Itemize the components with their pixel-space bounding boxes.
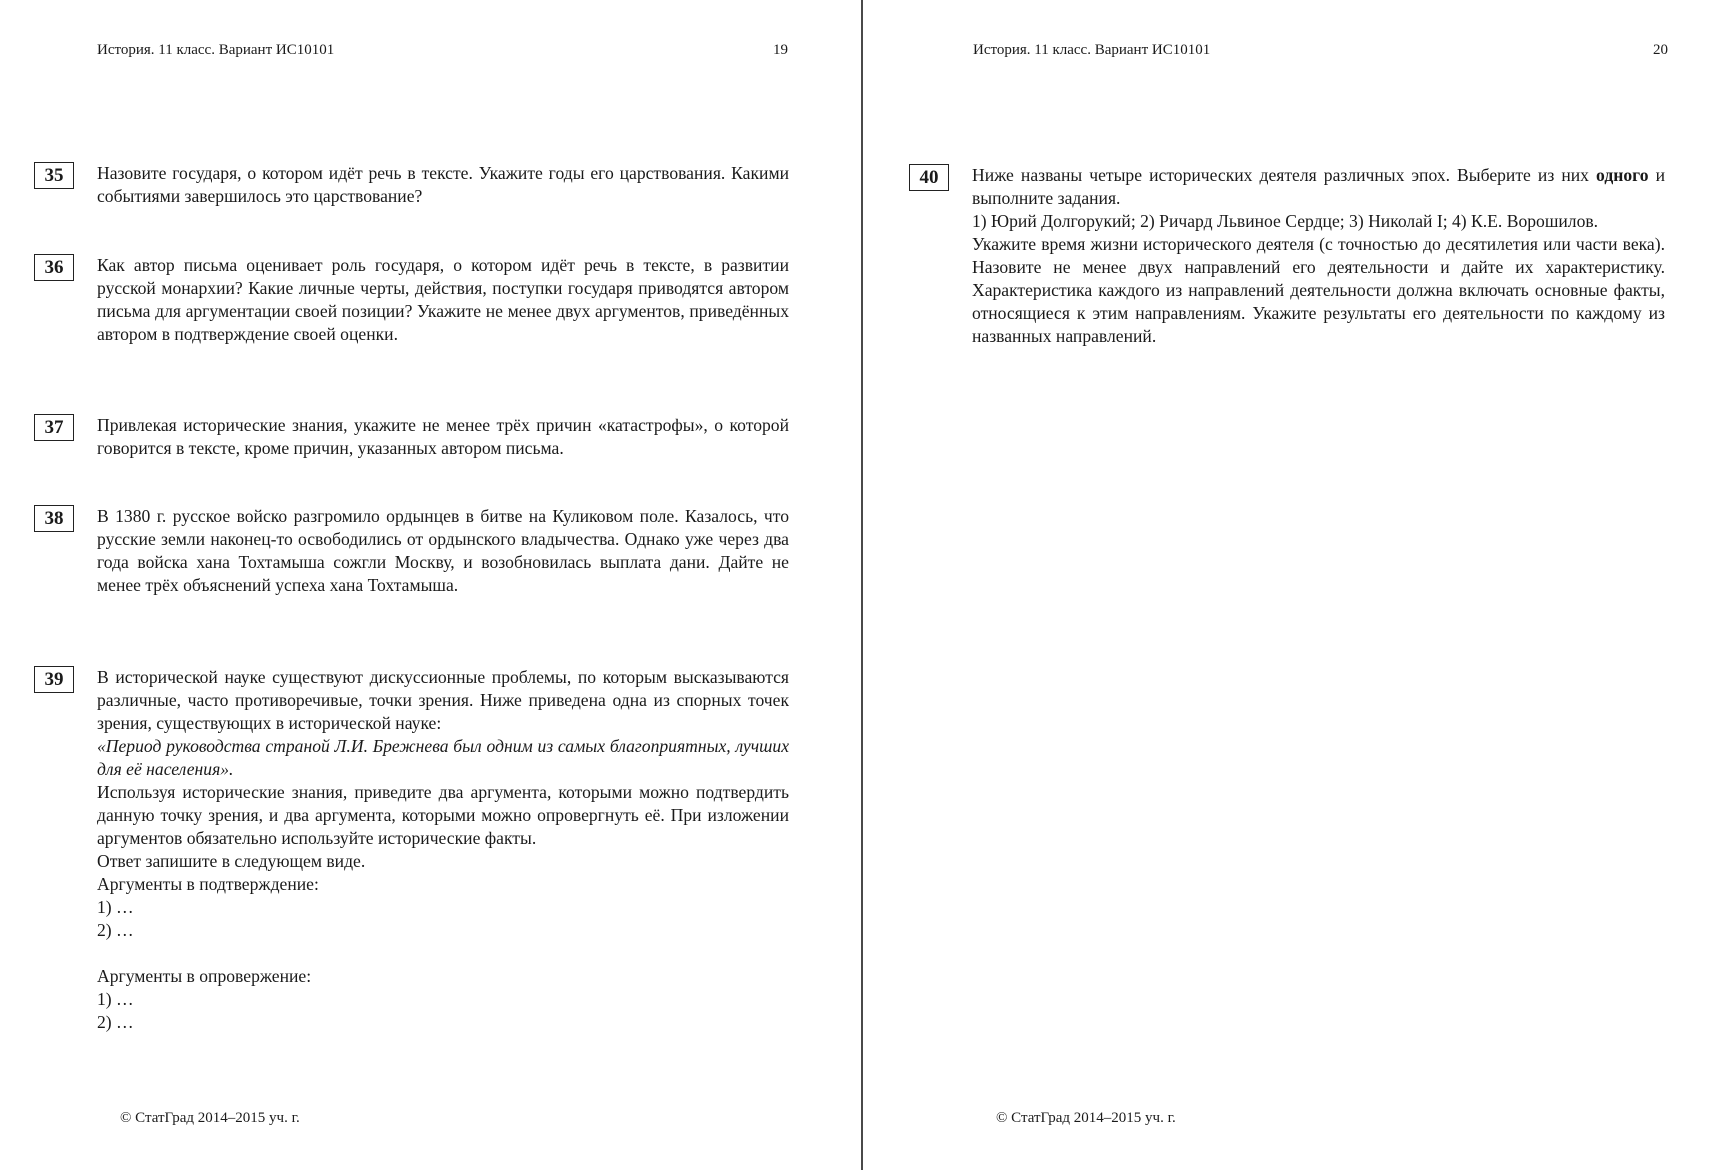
task-intro: В исторической науке существуют дискуссионные проблемы, по которым высказываются различные, часто противоречивые, точки зрения. Ниже приведена одна из спорных точек зрения, существующих в исторической науке: [97, 667, 789, 733]
task-intro-bold: одного [1596, 165, 1649, 185]
task-instruction: Укажите время жизни исторического деятеля (с точностью до десятилетия или части века). Назовите не менее двух направлений его деятельности и дайте их характеристику. Характеристика каждого из направлений деятельности должна включать основные факты, относящиеся к этим направлениям. Укажите результаты его деятельности по каждому из названных направлений. [972, 234, 1665, 346]
confirm-label: Аргументы в подтверждение: [97, 874, 319, 894]
task-intro [972, 164, 1665, 210]
task-instruction: Используя исторические знания, приведите два аргумента, которыми можно подтвердить данную точку зрения, и два аргумента, которыми можно опровергнуть её. При изложении аргументов обязательно используйте исторические факты. [97, 782, 789, 848]
task-text [972, 164, 1665, 348]
answer-form-note: Ответ запишите в следующем виде. [97, 851, 366, 871]
task-number-box: 39 [34, 666, 74, 693]
page-20 [863, 0, 1722, 1170]
task-text: Как автор письма оценивает роль государя, о котором идёт речь в тексте, в развитии русской монархии? Какие личные черты, действия, поступки государя приводятся автором письма для аргументации своей позиции? Укажите не менее двух аргументов, приведённых автором в подтверждение своей оценки. [97, 255, 789, 344]
refute-item: 1) … [97, 989, 134, 1009]
task-intro-start: Ниже названы четыре исторических деятеля различных эпох. Выберите из них [972, 165, 1589, 185]
task-quote: «Период руководства страной Л.И. Брежнева был одним из самых благоприятных, лучших для её населения». [97, 736, 789, 779]
task-text: В 1380 г. русское войско разгромило ордынцев в битве на Куликовом поле. Казалось, что русские земли наконец-то освободились от ордынского владычества. Однако уже через два года войска хана Тохтамыша сожгли Москву, и возобновилась выплата дани. Дайте не менее трёх объяснений успеха хана Тохтамыша. [97, 506, 789, 595]
page-header-title: История. 11 класс. Вариант ИС10101 [973, 42, 1211, 58]
task-number-box: 35 [34, 162, 74, 189]
task-text: Привлекая исторические знания, укажите не менее трёх причин «катастрофы», о которой говорится в тексте, кроме причин, указанных автором письма. [97, 415, 789, 458]
confirm-item: 1) … [97, 897, 134, 917]
task-number-box: 40 [909, 164, 949, 191]
task-intro-end: и выполните задания. [972, 165, 1665, 208]
page-number: 19 [773, 42, 788, 58]
page-footer: © СтатГрад 2014–2015 уч. г. [120, 1110, 300, 1126]
task-text: Назовите государя, о котором идёт речь в тексте. Укажите годы его царствования. Какими событиями завершилось это царствование? [97, 163, 789, 206]
refute-label: Аргументы в опровержение: [97, 966, 312, 986]
task-number-box: 37 [34, 414, 74, 441]
task-text [97, 666, 789, 1034]
refute-item: 2) … [97, 1012, 134, 1032]
task-number-box: 36 [34, 254, 74, 281]
confirm-item: 2) … [97, 920, 134, 940]
page-header-title: История. 11 класс. Вариант ИС10101 [97, 42, 335, 58]
task-options: 1) Юрий Долгорукий; 2) Ричард Львиное Сердце; 3) Николай I; 4) К.Е. Ворошилов. [972, 211, 1599, 231]
page-number: 20 [1653, 42, 1668, 58]
page-footer: © СтатГрад 2014–2015 уч. г. [996, 1110, 1176, 1126]
task-number-box: 38 [34, 505, 74, 532]
